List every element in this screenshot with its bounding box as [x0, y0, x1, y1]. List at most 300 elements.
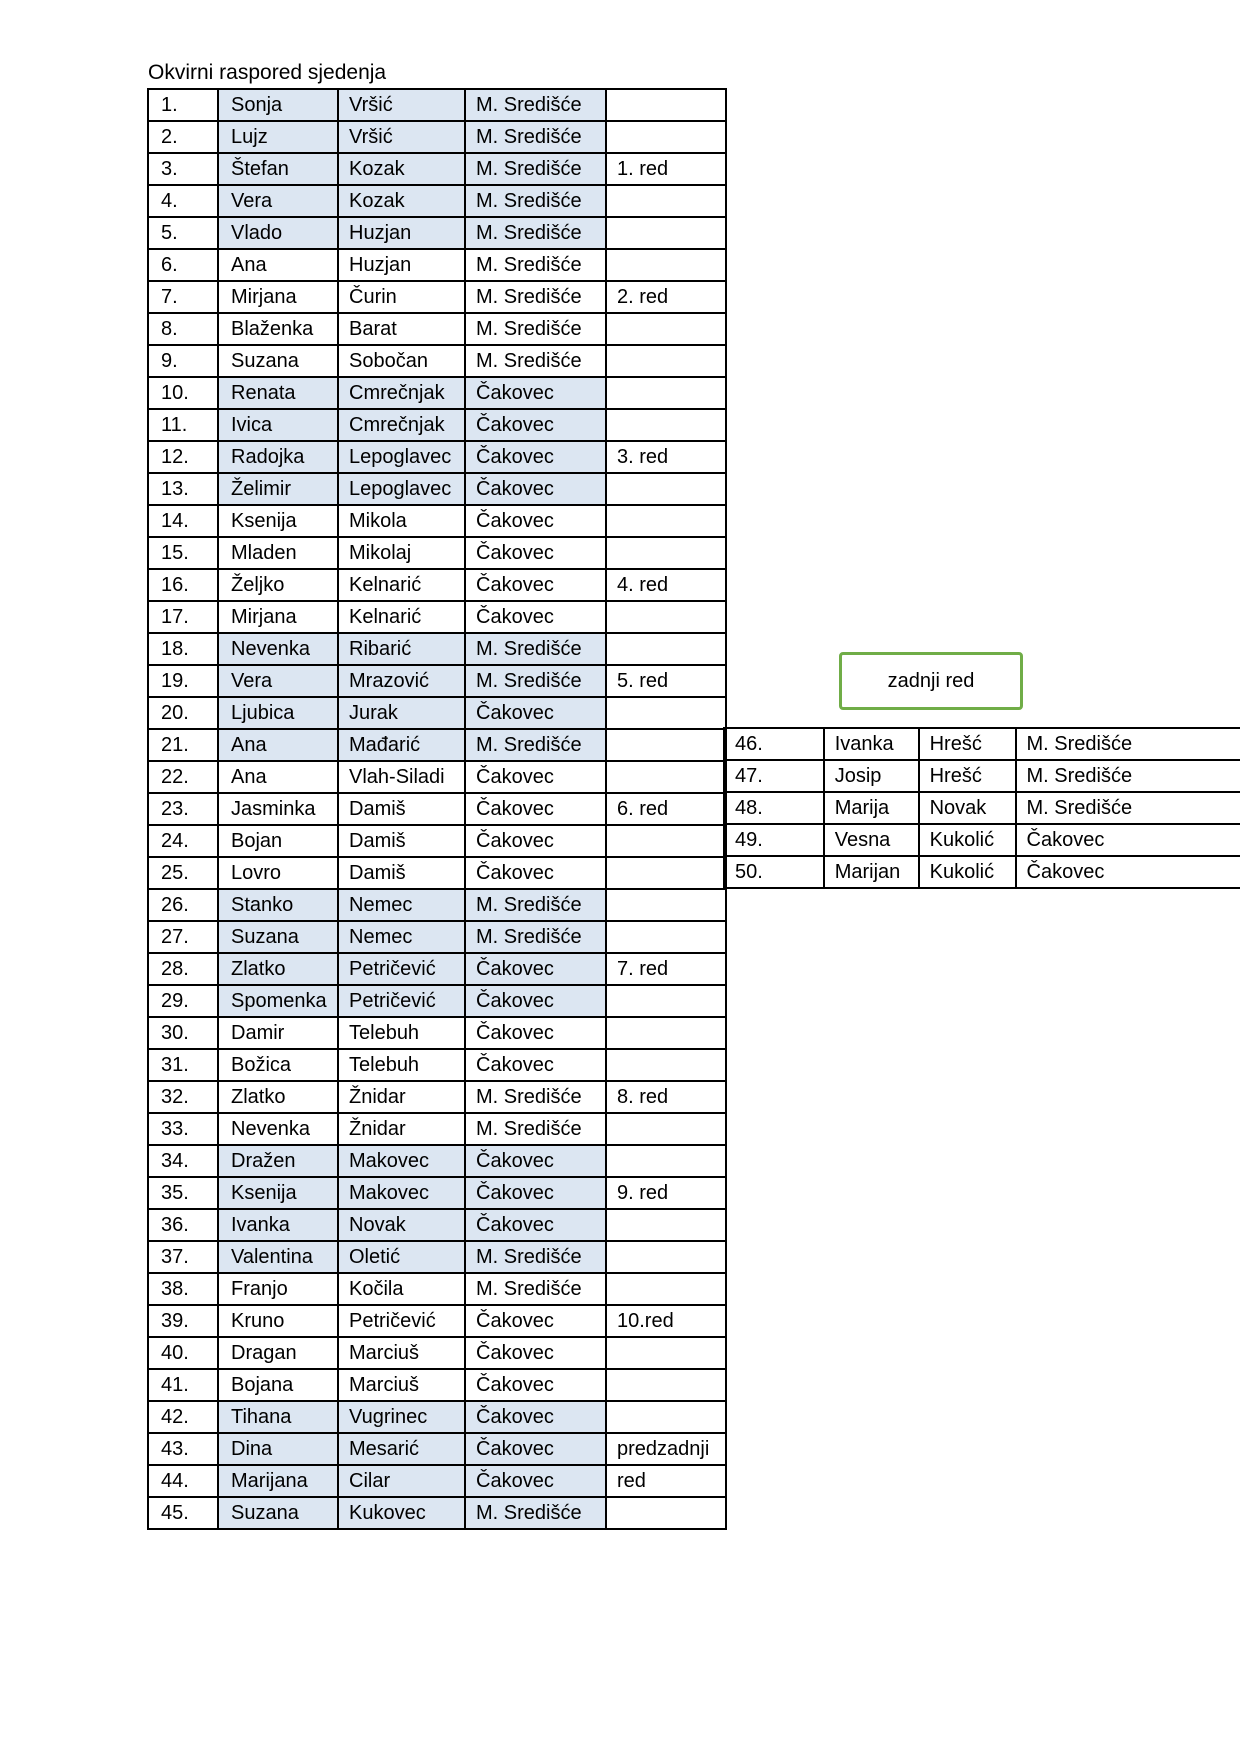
cell-num: 1.: [148, 89, 218, 121]
cell-row: [606, 1401, 726, 1433]
table-row: [148, 121, 726, 153]
cell-last: Marciuš: [338, 1337, 465, 1369]
table-row: [724, 760, 1240, 792]
cell-first: Vesna: [824, 824, 919, 856]
cell-last: Nemec: [338, 921, 465, 953]
cell-row: 8. red: [606, 1081, 726, 1113]
cell-last: Mađarić: [338, 729, 465, 761]
cell-first: Dragan: [218, 1337, 338, 1369]
cell-city: M. Središće: [465, 89, 606, 121]
table-row: [148, 473, 726, 505]
table-row: [724, 792, 1240, 824]
cell-num: 18.: [148, 633, 218, 665]
cell-last: Ribarić: [338, 633, 465, 665]
cell-city: Čakovec: [465, 1465, 606, 1497]
cell-num: 16.: [148, 569, 218, 601]
last-row-label-box: [839, 652, 1023, 710]
cell-city: Čakovec: [465, 1305, 606, 1337]
cell-row: [606, 249, 726, 281]
cell-last: Huzjan: [338, 249, 465, 281]
cell-num: 5.: [148, 217, 218, 249]
cell-row: [606, 121, 726, 153]
cell-last: Žnidar: [338, 1081, 465, 1113]
cell-last: Cmrečnjak: [338, 409, 465, 441]
cell-num: 30.: [148, 1017, 218, 1049]
cell-last: Novak: [338, 1209, 465, 1241]
cell-row: [606, 1017, 726, 1049]
cell-row: [606, 761, 726, 793]
table-row: [148, 729, 726, 761]
table-row: [148, 1273, 726, 1305]
cell-last: Barat: [338, 313, 465, 345]
table-row: [148, 537, 726, 569]
cell-first: Blaženka: [218, 313, 338, 345]
cell-num: 49.: [724, 824, 824, 856]
cell-first: Damir: [218, 1017, 338, 1049]
cell-num: 15.: [148, 537, 218, 569]
cell-city: Čakovec: [465, 761, 606, 793]
cell-num: 17.: [148, 601, 218, 633]
cell-city: Čakovec: [465, 825, 606, 857]
cell-num: 14.: [148, 505, 218, 537]
cell-num: 43.: [148, 1433, 218, 1465]
table-row: [148, 1017, 726, 1049]
table-row: [148, 281, 726, 313]
table-row: [148, 761, 726, 793]
cell-last: Novak: [919, 792, 1016, 824]
cell-last: Vršić: [338, 121, 465, 153]
cell-city: Čakovec: [465, 409, 606, 441]
cell-last: Marciuš: [338, 1369, 465, 1401]
cell-num: 8.: [148, 313, 218, 345]
table-row: [148, 1113, 726, 1145]
cell-last: Kelnarić: [338, 601, 465, 633]
cell-first: Bojan: [218, 825, 338, 857]
cell-row: [606, 377, 726, 409]
cell-last: Telebuh: [338, 1049, 465, 1081]
table-row: [724, 824, 1240, 856]
cell-city: Čakovec: [1016, 824, 1240, 856]
cell-last: Kozak: [338, 153, 465, 185]
cell-first: Stanko: [218, 889, 338, 921]
cell-last: Makovec: [338, 1145, 465, 1177]
cell-num: 20.: [148, 697, 218, 729]
cell-city: M. Središće: [1016, 792, 1240, 824]
table-row: [148, 601, 726, 633]
cell-num: 25.: [148, 857, 218, 889]
table-row: [148, 89, 726, 121]
cell-num: 50.: [724, 856, 824, 888]
cell-num: 47.: [724, 760, 824, 792]
cell-num: 36.: [148, 1209, 218, 1241]
cell-num: 39.: [148, 1305, 218, 1337]
cell-first: Tihana: [218, 1401, 338, 1433]
cell-first: Radojka: [218, 441, 338, 473]
cell-first: Štefan: [218, 153, 338, 185]
cell-city: M. Središće: [465, 217, 606, 249]
cell-num: 31.: [148, 1049, 218, 1081]
cell-city: M. Središće: [465, 665, 606, 697]
cell-city: M. Središće: [1016, 760, 1240, 792]
table-row: [148, 1497, 726, 1529]
cell-first: Ivica: [218, 409, 338, 441]
cell-last: Petričević: [338, 1305, 465, 1337]
cell-city: Čakovec: [465, 1369, 606, 1401]
cell-first: Ivanka: [218, 1209, 338, 1241]
cell-num: 44.: [148, 1465, 218, 1497]
cell-num: 3.: [148, 153, 218, 185]
cell-city: M. Središće: [465, 249, 606, 281]
table-row: [148, 1369, 726, 1401]
cell-city: Čakovec: [465, 441, 606, 473]
table-row: [148, 1177, 726, 1209]
cell-first: Zlatko: [218, 953, 338, 985]
cell-first: Ksenija: [218, 505, 338, 537]
cell-num: 48.: [724, 792, 824, 824]
cell-num: 37.: [148, 1241, 218, 1273]
cell-city: Čakovec: [465, 505, 606, 537]
cell-first: Sonja: [218, 89, 338, 121]
cell-row: [606, 345, 726, 377]
cell-first: Mirjana: [218, 601, 338, 633]
cell-last: Vlah-Siladi: [338, 761, 465, 793]
table-row: [148, 1049, 726, 1081]
cell-first: Spomenka: [218, 985, 338, 1017]
page-title: Okvirni raspored sjedenja: [148, 61, 387, 84]
table-row: [148, 1241, 726, 1273]
cell-first: Mladen: [218, 537, 338, 569]
cell-city: M. Središće: [465, 121, 606, 153]
cell-first: Ksenija: [218, 1177, 338, 1209]
cell-first: Ana: [218, 761, 338, 793]
cell-city: Čakovec: [465, 985, 606, 1017]
cell-num: 22.: [148, 761, 218, 793]
table-row: [148, 1465, 726, 1497]
cell-last: Vugrinec: [338, 1401, 465, 1433]
cell-city: Čakovec: [465, 953, 606, 985]
last-row-label: zadnji red: [887, 669, 975, 692]
cell-row: [606, 185, 726, 217]
cell-row: 10.red: [606, 1305, 726, 1337]
cell-last: Petričević: [338, 985, 465, 1017]
cell-last: Vršić: [338, 89, 465, 121]
table-row: [148, 505, 726, 537]
table-row: [148, 921, 726, 953]
cell-city: M. Središće: [465, 1081, 606, 1113]
cell-num: 21.: [148, 729, 218, 761]
cell-last: Lepoglavec: [338, 473, 465, 505]
cell-city: M. Središće: [465, 313, 606, 345]
cell-last: Damiš: [338, 793, 465, 825]
cell-first: Marijan: [824, 856, 919, 888]
cell-city: Čakovec: [465, 1337, 606, 1369]
table-row: [148, 1209, 726, 1241]
table-row: [148, 569, 726, 601]
cell-last: Oletić: [338, 1241, 465, 1273]
cell-first: Lujz: [218, 121, 338, 153]
cell-last: Žnidar: [338, 1113, 465, 1145]
cell-city: Čakovec: [465, 857, 606, 889]
cell-city: Čakovec: [465, 1177, 606, 1209]
cell-num: 23.: [148, 793, 218, 825]
cell-row: [606, 1369, 726, 1401]
cell-last: Mrazović: [338, 665, 465, 697]
cell-row: [606, 313, 726, 345]
cell-city: M. Središće: [465, 729, 606, 761]
cell-row: 7. red: [606, 953, 726, 985]
table-row: [148, 153, 726, 185]
cell-city: Čakovec: [465, 793, 606, 825]
cell-first: Božica: [218, 1049, 338, 1081]
cell-city: M. Središće: [465, 185, 606, 217]
cell-first: Suzana: [218, 345, 338, 377]
table-row: [148, 441, 726, 473]
cell-num: 34.: [148, 1145, 218, 1177]
table-row: [148, 313, 726, 345]
cell-row: [606, 729, 726, 761]
cell-city: M. Središće: [465, 633, 606, 665]
table-row: [148, 1337, 726, 1369]
cell-city: M. Središće: [465, 921, 606, 953]
cell-first: Franjo: [218, 1273, 338, 1305]
cell-first: Jasminka: [218, 793, 338, 825]
cell-num: 38.: [148, 1273, 218, 1305]
cell-row: [606, 1049, 726, 1081]
cell-num: 32.: [148, 1081, 218, 1113]
cell-first: Kruno: [218, 1305, 338, 1337]
cell-first: Vera: [218, 665, 338, 697]
cell-last: Sobočan: [338, 345, 465, 377]
cell-last: Kočila: [338, 1273, 465, 1305]
cell-first: Nevenka: [218, 1113, 338, 1145]
cell-last: Kukolić: [919, 824, 1016, 856]
table-row: [148, 185, 726, 217]
cell-first: Renata: [218, 377, 338, 409]
table-row: [148, 217, 726, 249]
cell-city: Čakovec: [1016, 856, 1240, 888]
cell-first: Ivanka: [824, 728, 919, 760]
cell-row: [606, 889, 726, 921]
cell-city: Čakovec: [465, 537, 606, 569]
cell-num: 19.: [148, 665, 218, 697]
cell-num: 35.: [148, 1177, 218, 1209]
cell-row: [606, 697, 726, 729]
table-row: [148, 665, 726, 697]
table-row: [148, 377, 726, 409]
cell-row: [606, 633, 726, 665]
cell-row: red: [606, 1465, 726, 1497]
table-row: [148, 889, 726, 921]
cell-num: 27.: [148, 921, 218, 953]
cell-num: 7.: [148, 281, 218, 313]
cell-city: Čakovec: [465, 569, 606, 601]
cell-num: 42.: [148, 1401, 218, 1433]
cell-first: Vlado: [218, 217, 338, 249]
table-row: [724, 856, 1240, 888]
cell-last: Huzjan: [338, 217, 465, 249]
cell-last: Hrešć: [919, 728, 1016, 760]
cell-num: 33.: [148, 1113, 218, 1145]
cell-row: [606, 857, 726, 889]
cell-row: [606, 217, 726, 249]
cell-first: Vera: [218, 185, 338, 217]
cell-last: Jurak: [338, 697, 465, 729]
cell-row: [606, 537, 726, 569]
cell-num: 2.: [148, 121, 218, 153]
cell-first: Ljubica: [218, 697, 338, 729]
cell-last: Damiš: [338, 857, 465, 889]
cell-last: Cilar: [338, 1465, 465, 1497]
cell-first: Suzana: [218, 921, 338, 953]
cell-last: Kelnarić: [338, 569, 465, 601]
cell-last: Čurin: [338, 281, 465, 313]
cell-city: M. Središće: [465, 1113, 606, 1145]
table-row: [148, 953, 726, 985]
cell-row: 9. red: [606, 1177, 726, 1209]
cell-city: Čakovec: [465, 1209, 606, 1241]
cell-first: Želimir: [218, 473, 338, 505]
cell-num: 13.: [148, 473, 218, 505]
cell-num: 6.: [148, 249, 218, 281]
table-row: [148, 249, 726, 281]
cell-row: [606, 1337, 726, 1369]
cell-city: M. Središće: [1016, 728, 1240, 760]
table-row: [148, 1305, 726, 1337]
cell-last: Nemec: [338, 889, 465, 921]
cell-row: [606, 473, 726, 505]
table-row: [148, 409, 726, 441]
cell-city: Čakovec: [465, 601, 606, 633]
cell-row: [606, 985, 726, 1017]
cell-last: Kozak: [338, 185, 465, 217]
cell-num: 12.: [148, 441, 218, 473]
cell-last: Cmrečnjak: [338, 377, 465, 409]
table-row: [148, 1145, 726, 1177]
cell-last: Damiš: [338, 825, 465, 857]
cell-num: 46.: [724, 728, 824, 760]
cell-num: 26.: [148, 889, 218, 921]
cell-row: [606, 1209, 726, 1241]
cell-city: M. Središće: [465, 1241, 606, 1273]
cell-last: Lepoglavec: [338, 441, 465, 473]
cell-row: [606, 409, 726, 441]
cell-city: Čakovec: [465, 1017, 606, 1049]
cell-num: 10.: [148, 377, 218, 409]
last-row-table: [723, 727, 1240, 889]
cell-city: Čakovec: [465, 473, 606, 505]
cell-city: Čakovec: [465, 697, 606, 729]
cell-first: Ana: [218, 729, 338, 761]
cell-row: [606, 1241, 726, 1273]
cell-row: 2. red: [606, 281, 726, 313]
cell-row: predzadnji: [606, 1433, 726, 1465]
cell-city: M. Središće: [465, 281, 606, 313]
cell-first: Suzana: [218, 1497, 338, 1529]
cell-num: 29.: [148, 985, 218, 1017]
table-row: [148, 697, 726, 729]
table-row: [724, 728, 1240, 760]
cell-num: 9.: [148, 345, 218, 377]
cell-first: Dina: [218, 1433, 338, 1465]
cell-row: 6. red: [606, 793, 726, 825]
cell-last: Hrešć: [919, 760, 1016, 792]
cell-num: 11.: [148, 409, 218, 441]
cell-row: [606, 601, 726, 633]
cell-city: Čakovec: [465, 1145, 606, 1177]
cell-row: [606, 1145, 726, 1177]
cell-first: Marijana: [218, 1465, 338, 1497]
table-row: [148, 345, 726, 377]
cell-city: M. Središće: [465, 153, 606, 185]
table-row: [148, 633, 726, 665]
cell-first: Bojana: [218, 1369, 338, 1401]
cell-city: Čakovec: [465, 1049, 606, 1081]
table-row: [148, 825, 726, 857]
cell-row: 4. red: [606, 569, 726, 601]
cell-last: Kukovec: [338, 1497, 465, 1529]
cell-row: [606, 825, 726, 857]
cell-first: Josip: [824, 760, 919, 792]
cell-city: M. Središće: [465, 345, 606, 377]
cell-num: 45.: [148, 1497, 218, 1529]
cell-row: 5. red: [606, 665, 726, 697]
cell-first: Marija: [824, 792, 919, 824]
cell-num: 41.: [148, 1369, 218, 1401]
cell-city: M. Središće: [465, 1497, 606, 1529]
cell-last: Kukolić: [919, 856, 1016, 888]
cell-last: Makovec: [338, 1177, 465, 1209]
cell-row: 3. red: [606, 441, 726, 473]
cell-last: Telebuh: [338, 1017, 465, 1049]
cell-first: Lovro: [218, 857, 338, 889]
cell-first: Mirjana: [218, 281, 338, 313]
table-row: [148, 793, 726, 825]
cell-num: 4.: [148, 185, 218, 217]
cell-row: 1. red: [606, 153, 726, 185]
cell-first: Željko: [218, 569, 338, 601]
cell-city: Čakovec: [465, 377, 606, 409]
cell-city: Čakovec: [465, 1433, 606, 1465]
cell-first: Valentina: [218, 1241, 338, 1273]
cell-last: Petričević: [338, 953, 465, 985]
cell-last: Mesarić: [338, 1433, 465, 1465]
table-row: [148, 1401, 726, 1433]
table-row: [148, 857, 726, 889]
cell-first: Zlatko: [218, 1081, 338, 1113]
cell-first: Nevenka: [218, 633, 338, 665]
cell-num: 24.: [148, 825, 218, 857]
cell-row: [606, 1497, 726, 1529]
cell-row: [606, 921, 726, 953]
cell-last: Mikolaj: [338, 537, 465, 569]
seating-table: [147, 88, 727, 1530]
cell-city: M. Središće: [465, 889, 606, 921]
table-row: [148, 1081, 726, 1113]
cell-city: Čakovec: [465, 1401, 606, 1433]
cell-first: Dražen: [218, 1145, 338, 1177]
table-row: [148, 1433, 726, 1465]
table-row: [148, 985, 726, 1017]
cell-first: Ana: [218, 249, 338, 281]
cell-num: 28.: [148, 953, 218, 985]
cell-last: Mikola: [338, 505, 465, 537]
cell-row: [606, 1113, 726, 1145]
cell-row: [606, 505, 726, 537]
cell-city: M. Središće: [465, 1273, 606, 1305]
cell-row: [606, 89, 726, 121]
cell-num: 40.: [148, 1337, 218, 1369]
cell-row: [606, 1273, 726, 1305]
